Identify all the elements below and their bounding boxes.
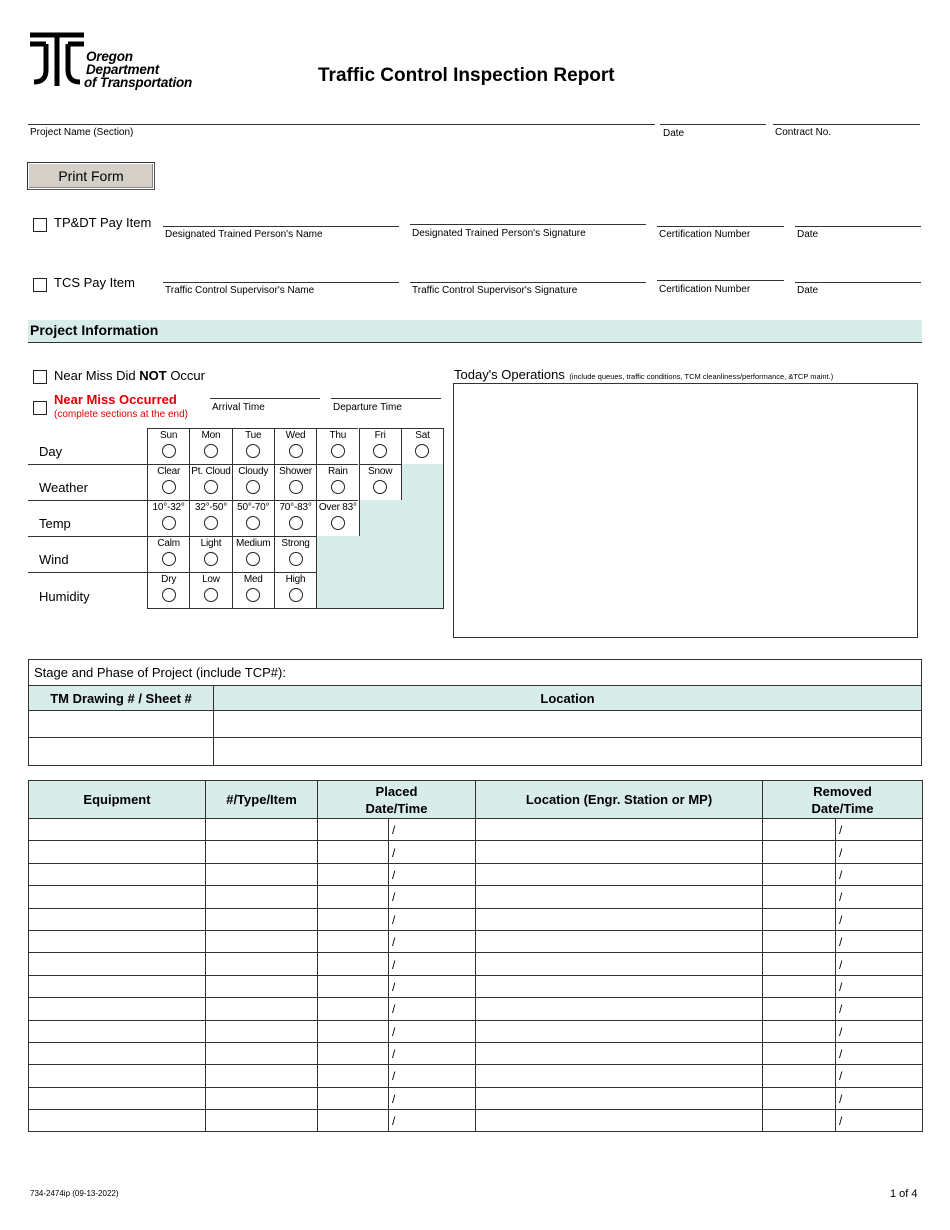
condition-option-temp bbox=[316, 500, 358, 536]
date-time-separator: / bbox=[839, 957, 843, 972]
radio-button[interactable] bbox=[289, 444, 303, 458]
condition-option-temp bbox=[189, 500, 231, 536]
radio-button[interactable] bbox=[246, 516, 260, 530]
placed-time-cell[interactable] bbox=[389, 819, 476, 841]
radio-button[interactable] bbox=[373, 444, 387, 458]
condition-option-temp bbox=[147, 500, 189, 536]
stage-label: Stage and Phase of Project (include TCP#): bbox=[29, 660, 922, 686]
equipment-cell[interactable] bbox=[29, 819, 206, 841]
placed-date-cell[interactable] bbox=[318, 998, 389, 1020]
removed-date-cell[interactable] bbox=[763, 863, 836, 885]
condition-option-label: Snow bbox=[368, 466, 393, 477]
removed-date-cell[interactable] bbox=[763, 930, 836, 952]
placed-date-cell[interactable] bbox=[318, 1110, 389, 1132]
condition-option-temp bbox=[274, 500, 316, 536]
condition-option-label: Fri bbox=[374, 430, 386, 441]
row-divider bbox=[28, 500, 148, 501]
location-mp-cell[interactable] bbox=[476, 953, 763, 975]
condition-option-label: Low bbox=[202, 574, 220, 585]
removed-date-cell[interactable] bbox=[763, 886, 836, 908]
section-heading: Project Information bbox=[30, 322, 159, 338]
location-mp-cell[interactable] bbox=[476, 886, 763, 908]
radio-button[interactable] bbox=[289, 588, 303, 602]
date-time-separator: / bbox=[839, 1069, 843, 1084]
removed-date-cell[interactable] bbox=[763, 1020, 836, 1042]
location-mp-cell[interactable] bbox=[476, 841, 763, 863]
placed-time-cell[interactable] bbox=[389, 863, 476, 885]
condition-option-weather bbox=[316, 464, 358, 500]
tpdt-pay-item-checkbox[interactable] bbox=[33, 218, 47, 232]
table-row bbox=[29, 930, 923, 952]
print-form-button[interactable]: Print Form bbox=[28, 163, 154, 189]
arrival-time-input[interactable] bbox=[210, 385, 320, 399]
equipment-column-header: Equipment bbox=[29, 781, 206, 819]
location-mp-cell[interactable] bbox=[476, 1065, 763, 1087]
radio-button[interactable] bbox=[331, 516, 345, 530]
radio-button[interactable] bbox=[162, 516, 176, 530]
radio-button[interactable] bbox=[289, 480, 303, 494]
operations-textarea[interactable] bbox=[453, 383, 918, 638]
type-cell[interactable] bbox=[206, 1087, 318, 1109]
condition-option-day bbox=[232, 428, 274, 464]
tcs-signature-label: Traffic Control Supervisor's Signature bbox=[412, 285, 578, 296]
operations-label-row bbox=[454, 366, 833, 384]
unused-cell-fill bbox=[359, 500, 444, 536]
radio-button[interactable] bbox=[162, 552, 176, 566]
date-input[interactable] bbox=[660, 111, 766, 125]
type-cell[interactable] bbox=[206, 975, 318, 997]
contract-no-label: Contract No. bbox=[775, 127, 832, 138]
condition-option-humidity bbox=[147, 572, 189, 608]
tpdt-signature-label: Designated Trained Person's Signature bbox=[412, 228, 586, 239]
date-label: Date bbox=[663, 128, 685, 139]
location-mp-cell[interactable] bbox=[476, 930, 763, 952]
type-cell[interactable] bbox=[206, 908, 318, 930]
type-cell[interactable] bbox=[206, 886, 318, 908]
placed-time-cell[interactable] bbox=[389, 841, 476, 863]
row-divider bbox=[28, 464, 148, 465]
condition-option-label: Strong bbox=[281, 538, 310, 549]
removed-date-cell[interactable] bbox=[763, 908, 836, 930]
condition-option-day bbox=[147, 428, 189, 464]
type-cell[interactable] bbox=[206, 819, 318, 841]
removed-time-cell[interactable] bbox=[836, 1042, 923, 1064]
drawing-cell[interactable] bbox=[29, 738, 214, 766]
drawing-column-header: TM Drawing # / Sheet # bbox=[29, 686, 214, 711]
placed-time-cell[interactable] bbox=[389, 886, 476, 908]
removed-time-cell[interactable] bbox=[836, 953, 923, 975]
removed-date-cell[interactable] bbox=[763, 819, 836, 841]
placed-time-cell[interactable] bbox=[389, 1042, 476, 1064]
condition-option-humidity bbox=[274, 572, 316, 608]
condition-option-wind bbox=[147, 536, 189, 572]
condition-option-label: Tue bbox=[245, 430, 262, 441]
removed-time-cell[interactable] bbox=[836, 886, 923, 908]
date-time-separator: / bbox=[392, 1024, 396, 1039]
location-mp-cell[interactable] bbox=[476, 819, 763, 841]
radio-button[interactable] bbox=[204, 480, 218, 494]
type-cell[interactable] bbox=[206, 1110, 318, 1132]
tpdt-date-label: Date bbox=[797, 229, 819, 240]
condition-option-label: Sun bbox=[160, 430, 178, 441]
date-time-separator: / bbox=[839, 1002, 843, 1017]
removed-time-cell[interactable] bbox=[836, 930, 923, 952]
logo-wordmark: Oregon Department of Transportation bbox=[84, 49, 193, 90]
placed-time-cell[interactable] bbox=[389, 953, 476, 975]
tcs-cert-input[interactable] bbox=[657, 267, 784, 281]
location-mp-cell[interactable] bbox=[476, 1087, 763, 1109]
removed-time-cell[interactable] bbox=[836, 1020, 923, 1042]
placed-date-cell[interactable] bbox=[318, 975, 389, 997]
table-row bbox=[29, 886, 923, 908]
tcs-cert-label: Certification Number bbox=[659, 284, 751, 295]
condition-option-label: Thu bbox=[329, 430, 347, 441]
table-row bbox=[29, 1110, 923, 1132]
condition-row-label-day: Day bbox=[39, 444, 63, 459]
placed-date-cell[interactable] bbox=[318, 1087, 389, 1109]
tpdt-pay-item-label: TP&DT Pay Item bbox=[54, 215, 152, 230]
equipment-cell[interactable] bbox=[29, 1065, 206, 1087]
table-row bbox=[29, 1042, 923, 1064]
removed-date-cell[interactable] bbox=[763, 1110, 836, 1132]
odot-logo bbox=[28, 30, 88, 90]
condition-option-weather bbox=[232, 464, 274, 500]
equipment-cell[interactable] bbox=[29, 1020, 206, 1042]
page-title: Traffic Control Inspection Report bbox=[318, 65, 615, 86]
near-miss-not-checkbox[interactable] bbox=[33, 370, 47, 384]
table-row bbox=[29, 975, 923, 997]
type-cell[interactable] bbox=[206, 998, 318, 1020]
radio-button[interactable] bbox=[162, 588, 176, 602]
location-cell[interactable] bbox=[214, 738, 922, 766]
row-divider bbox=[28, 536, 148, 537]
placed-time-cell[interactable] bbox=[389, 908, 476, 930]
near-miss-occurred-label: Near Miss Occurred bbox=[54, 392, 177, 407]
removed-date-cell[interactable] bbox=[763, 1065, 836, 1087]
radio-button[interactable] bbox=[204, 588, 218, 602]
removed-time-cell[interactable] bbox=[836, 998, 923, 1020]
condition-option-wind bbox=[232, 536, 274, 572]
condition-row-label-humidity: Humidity bbox=[39, 589, 90, 604]
arrival-time-label: Arrival Time bbox=[212, 402, 265, 413]
grid-border bbox=[443, 428, 444, 609]
type-cell[interactable] bbox=[206, 1065, 318, 1087]
date-time-separator: / bbox=[392, 1091, 396, 1106]
date-time-separator: / bbox=[392, 957, 396, 972]
condition-row-label-wind: Wind bbox=[39, 552, 69, 567]
condition-option-label: Mon bbox=[201, 430, 221, 441]
project-name-input[interactable] bbox=[28, 111, 655, 125]
condition-option-day bbox=[316, 428, 358, 464]
equipment-cell[interactable] bbox=[29, 930, 206, 952]
location-mp-column-header: Location (Engr. Station or MP) bbox=[476, 781, 763, 819]
unused-cell-fill bbox=[316, 536, 443, 572]
date-time-separator: / bbox=[839, 1024, 843, 1039]
tpdt-cert-label: Certification Number bbox=[659, 229, 751, 240]
departure-time-label: Departure Time bbox=[333, 402, 402, 413]
condition-option-day bbox=[401, 428, 443, 464]
condition-option-label: High bbox=[285, 574, 306, 585]
equipment-cell[interactable] bbox=[29, 886, 206, 908]
radio-button[interactable] bbox=[331, 480, 345, 494]
table-row bbox=[29, 908, 923, 930]
equipment-table bbox=[28, 780, 923, 1132]
condition-row-label-weather: Weather bbox=[39, 480, 88, 495]
date-time-separator: / bbox=[839, 1114, 843, 1129]
radio-button[interactable] bbox=[331, 444, 345, 458]
placed-time-cell[interactable] bbox=[389, 998, 476, 1020]
radio-button[interactable] bbox=[246, 552, 260, 566]
form-number: 734-2474ip (09-13-2022) bbox=[30, 1189, 119, 1198]
radio-button[interactable] bbox=[162, 480, 176, 494]
placed-time-cell[interactable] bbox=[389, 930, 476, 952]
equipment-cell[interactable] bbox=[29, 1042, 206, 1064]
condition-option-label: Med bbox=[243, 574, 263, 585]
removed-column-header: Removed Date/Time bbox=[763, 781, 923, 819]
condition-option-temp bbox=[232, 500, 274, 536]
condition-option-wind bbox=[274, 536, 316, 572]
date-time-separator: / bbox=[839, 912, 843, 927]
equipment-cell[interactable] bbox=[29, 975, 206, 997]
location-mp-cell[interactable] bbox=[476, 863, 763, 885]
placed-date-cell[interactable] bbox=[318, 841, 389, 863]
departure-time-input[interactable] bbox=[331, 385, 441, 399]
radio-button[interactable] bbox=[246, 588, 260, 602]
type-cell[interactable] bbox=[206, 863, 318, 885]
removed-time-cell[interactable] bbox=[836, 1110, 923, 1132]
date-time-separator: / bbox=[392, 912, 396, 927]
near-miss-note: (complete sections at the end) bbox=[54, 409, 188, 420]
type-cell[interactable] bbox=[206, 953, 318, 975]
removed-time-cell[interactable] bbox=[836, 841, 923, 863]
row-divider bbox=[28, 572, 148, 573]
table-row bbox=[29, 1065, 923, 1087]
location-mp-cell[interactable] bbox=[476, 908, 763, 930]
tcs-date-input[interactable] bbox=[795, 269, 921, 283]
contract-no-input[interactable] bbox=[773, 111, 920, 125]
unused-cell-fill bbox=[401, 464, 443, 500]
location-mp-cell[interactable] bbox=[476, 998, 763, 1020]
placed-time-cell[interactable] bbox=[389, 1110, 476, 1132]
tcs-name-input[interactable] bbox=[163, 269, 399, 283]
equipment-cell[interactable] bbox=[29, 998, 206, 1020]
date-time-separator: / bbox=[392, 867, 396, 882]
stage-table bbox=[28, 659, 922, 766]
location-cell[interactable] bbox=[214, 711, 922, 738]
date-time-separator: / bbox=[839, 890, 843, 905]
date-time-separator: / bbox=[839, 867, 843, 882]
date-time-separator: / bbox=[839, 935, 843, 950]
table-row bbox=[29, 863, 923, 885]
condition-option-day bbox=[189, 428, 231, 464]
tcs-name-label: Traffic Control Supervisor's Name bbox=[165, 285, 315, 296]
project-information-header bbox=[28, 320, 922, 343]
condition-option-weather bbox=[359, 464, 401, 500]
condition-option-label: 70°-83° bbox=[279, 502, 312, 513]
removed-date-cell[interactable] bbox=[763, 975, 836, 997]
radio-button[interactable] bbox=[246, 444, 260, 458]
condition-option-label: Shower bbox=[279, 466, 312, 477]
location-mp-cell[interactable] bbox=[476, 1020, 763, 1042]
radio-button[interactable] bbox=[373, 480, 387, 494]
type-cell[interactable] bbox=[206, 1042, 318, 1064]
placed-date-cell[interactable] bbox=[318, 908, 389, 930]
condition-option-label: Rain bbox=[327, 466, 348, 477]
unused-cell-fill bbox=[316, 572, 443, 608]
date-time-separator: / bbox=[392, 845, 396, 860]
condition-option-label: 32°-50° bbox=[194, 502, 228, 513]
operations-note: (include queues, traffic conditions, TCM cleanliness/performance, &TCP maint.) bbox=[569, 372, 834, 381]
page-number: 1 of 4 bbox=[890, 1188, 918, 1200]
radio-button[interactable] bbox=[204, 444, 218, 458]
condition-option-label: Dry bbox=[161, 574, 177, 585]
tpdt-name-input[interactable] bbox=[163, 213, 399, 227]
table-row bbox=[29, 953, 923, 975]
condition-option-label: 50°-70° bbox=[237, 502, 270, 513]
type-column-header: #/Type/Item bbox=[206, 781, 318, 819]
date-time-separator: / bbox=[392, 1069, 396, 1084]
radio-button[interactable] bbox=[204, 516, 218, 530]
placed-date-cell[interactable] bbox=[318, 819, 389, 841]
equipment-cell[interactable] bbox=[29, 1110, 206, 1132]
table-row bbox=[29, 1020, 923, 1042]
radio-button[interactable] bbox=[415, 444, 429, 458]
table-row bbox=[29, 819, 923, 841]
radio-button[interactable] bbox=[204, 552, 218, 566]
date-time-separator: / bbox=[392, 823, 396, 838]
date-time-separator: / bbox=[839, 1047, 843, 1062]
removed-date-cell[interactable] bbox=[763, 953, 836, 975]
date-time-separator: / bbox=[392, 890, 396, 905]
equipment-cell[interactable] bbox=[29, 953, 206, 975]
tpdt-signature-input[interactable] bbox=[410, 211, 646, 225]
placed-date-cell[interactable] bbox=[318, 1042, 389, 1064]
condition-option-wind bbox=[189, 536, 231, 572]
condition-row-label-temp: Temp bbox=[39, 516, 71, 531]
condition-option-weather bbox=[189, 464, 231, 500]
placed-date-cell[interactable] bbox=[318, 953, 389, 975]
project-name-label: Project Name (Section) bbox=[30, 127, 134, 138]
drawing-cell[interactable] bbox=[29, 711, 214, 738]
removed-time-cell[interactable] bbox=[836, 819, 923, 841]
tcs-signature-input[interactable] bbox=[410, 269, 646, 283]
tcs-pay-item-label: TCS Pay Item bbox=[54, 275, 135, 290]
placed-date-cell[interactable] bbox=[318, 886, 389, 908]
location-mp-cell[interactable] bbox=[476, 1110, 763, 1132]
location-mp-cell[interactable] bbox=[476, 1042, 763, 1064]
removed-date-cell[interactable] bbox=[763, 1042, 836, 1064]
radio-button[interactable] bbox=[289, 552, 303, 566]
placed-column-header: Placed Date/Time bbox=[318, 781, 476, 819]
tcs-pay-item-checkbox[interactable] bbox=[33, 278, 47, 292]
placed-time-cell[interactable] bbox=[389, 1065, 476, 1087]
date-time-separator: / bbox=[392, 1002, 396, 1017]
condition-option-humidity bbox=[232, 572, 274, 608]
removed-date-cell[interactable] bbox=[763, 1087, 836, 1109]
placed-date-cell[interactable] bbox=[318, 930, 389, 952]
date-time-separator: / bbox=[839, 979, 843, 994]
radio-button[interactable] bbox=[162, 444, 176, 458]
condition-option-weather bbox=[274, 464, 316, 500]
placed-date-cell[interactable] bbox=[318, 1020, 389, 1042]
table-row bbox=[29, 841, 923, 863]
removed-time-cell[interactable] bbox=[836, 908, 923, 930]
grid-border bbox=[147, 608, 444, 609]
removed-date-cell[interactable] bbox=[763, 998, 836, 1020]
equipment-cell[interactable] bbox=[29, 841, 206, 863]
tpdt-date-input[interactable] bbox=[795, 213, 921, 227]
condition-option-day bbox=[274, 428, 316, 464]
radio-button[interactable] bbox=[246, 480, 260, 494]
removed-time-cell[interactable] bbox=[836, 863, 923, 885]
type-cell[interactable] bbox=[206, 841, 318, 863]
placed-time-cell[interactable] bbox=[389, 1087, 476, 1109]
date-time-separator: / bbox=[392, 1047, 396, 1062]
placed-time-cell[interactable] bbox=[389, 975, 476, 997]
equipment-cell[interactable] bbox=[29, 908, 206, 930]
type-cell[interactable] bbox=[206, 1020, 318, 1042]
condition-option-label: Cloudy bbox=[238, 466, 269, 477]
equipment-cell[interactable] bbox=[29, 863, 206, 885]
near-miss-occurred-checkbox[interactable] bbox=[33, 401, 47, 415]
placed-date-cell[interactable] bbox=[318, 1065, 389, 1087]
condition-option-label: Over 83° bbox=[318, 502, 357, 513]
date-time-separator: / bbox=[392, 935, 396, 950]
removed-time-cell[interactable] bbox=[836, 975, 923, 997]
odot-logo-icon bbox=[28, 30, 88, 90]
radio-button[interactable] bbox=[289, 516, 303, 530]
tpdt-cert-input[interactable] bbox=[657, 213, 784, 227]
placed-date-cell[interactable] bbox=[318, 863, 389, 885]
placed-time-cell[interactable] bbox=[389, 1020, 476, 1042]
date-time-separator: / bbox=[392, 979, 396, 994]
condition-option-label: Pt. Cloud bbox=[191, 466, 231, 477]
table-row bbox=[29, 998, 923, 1020]
removed-date-cell[interactable] bbox=[763, 841, 836, 863]
date-time-separator: / bbox=[839, 1091, 843, 1106]
condition-option-label: Clear bbox=[157, 466, 181, 477]
condition-option-label: Wed bbox=[285, 430, 306, 441]
condition-option-label: Medium bbox=[236, 538, 271, 549]
tpdt-name-label: Designated Trained Person's Name bbox=[165, 229, 323, 240]
condition-option-label: Light bbox=[200, 538, 222, 549]
operations-label: Today's Operations bbox=[454, 367, 565, 382]
equipment-cell[interactable] bbox=[29, 1087, 206, 1109]
removed-time-cell[interactable] bbox=[836, 1087, 923, 1109]
condition-option-weather bbox=[147, 464, 189, 500]
condition-option-humidity bbox=[189, 572, 231, 608]
tcs-date-label: Date bbox=[797, 285, 819, 296]
table-row bbox=[29, 1087, 923, 1109]
condition-option-label: Calm bbox=[157, 538, 180, 549]
condition-option-label: Sat bbox=[415, 430, 430, 441]
condition-option-label: 10°-32° bbox=[152, 502, 185, 513]
condition-option-day bbox=[359, 428, 401, 464]
date-time-separator: / bbox=[392, 1114, 396, 1129]
near-miss-not-label: Near Miss Did NOT Occur bbox=[54, 368, 205, 383]
removed-time-cell[interactable] bbox=[836, 1065, 923, 1087]
location-mp-cell[interactable] bbox=[476, 975, 763, 997]
type-cell[interactable] bbox=[206, 930, 318, 952]
location-column-header: Location bbox=[214, 686, 922, 711]
date-time-separator: / bbox=[839, 845, 843, 860]
date-time-separator: / bbox=[839, 823, 843, 838]
